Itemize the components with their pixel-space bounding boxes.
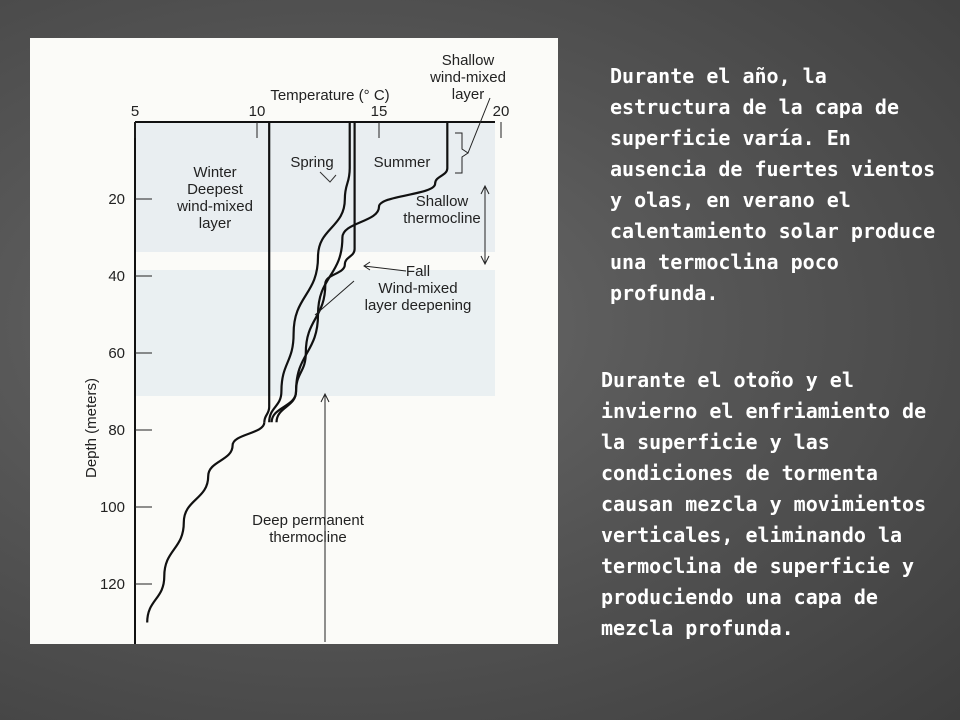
series-line-deep	[147, 422, 264, 622]
x-tick-label: 20	[492, 103, 510, 120]
winter-label-3: wind-mixed	[177, 198, 253, 215]
figure	[30, 38, 558, 644]
shallow-layer-label-3: layer	[451, 86, 485, 103]
deep-label-1: Deep permanent	[252, 512, 364, 529]
summer-label: Summer	[373, 154, 431, 171]
deep-label-2: thermocline	[269, 529, 347, 546]
fall-label-1: Fall	[405, 263, 431, 280]
winter-label-2: Deepest	[187, 181, 243, 198]
fall-label-3: layer deepening	[364, 297, 472, 314]
shallow-thermocline-label-2: thermocline	[403, 210, 481, 227]
shallow-layer-label-2: wind-mixed	[430, 69, 506, 86]
fall-label-2: Wind-mixed	[378, 280, 458, 297]
paragraph-fall-winter: Durante el otoño y el invierno el enfriamiento de la superficie y las condiciones de tormenta causan mezcla y movimientos verticales, eliminando la termoclina de superficie y produciendo una capa de mezcla profunda.	[601, 368, 927, 640]
y-tick-label: 100	[99, 499, 125, 516]
x-tick-label: 5	[130, 103, 140, 120]
y-tick-label: 20	[108, 191, 125, 208]
y-tick-label: 40	[108, 268, 125, 285]
shallow-thermocline-label-1: Shallow	[415, 193, 469, 210]
paragraph-summer: Durante el año, la estructura de la capa de superficie varía. En ausencia de fuertes vientos y olas, en verano el calentamiento solar produce una termoclina poco profunda.	[610, 64, 936, 305]
x-tick-label: 10	[248, 103, 266, 120]
shallow-layer-label-1: Shallow	[441, 52, 495, 69]
spring-label: Spring	[290, 154, 334, 171]
y-tick-label: 80	[108, 422, 125, 439]
fall-pointer	[364, 262, 406, 271]
y-tick-label: 120	[99, 576, 125, 593]
temperature-depth-chart	[30, 38, 558, 644]
y-tick-label: 60	[108, 345, 125, 362]
x-tick-label: 15	[370, 103, 388, 120]
y-axis-label: Depth (meters)	[83, 377, 100, 479]
x-axis-label: Temperature (° C)	[270, 87, 390, 104]
winter-label-4: layer	[198, 215, 232, 232]
winter-label-1: Winter	[193, 164, 237, 181]
